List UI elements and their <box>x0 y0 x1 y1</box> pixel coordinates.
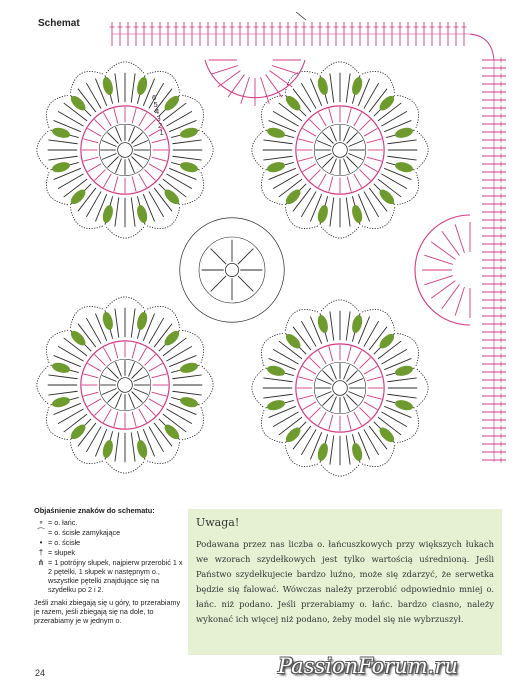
leaf-mark <box>266 160 286 174</box>
petal-stitch <box>387 378 416 382</box>
pink-stitch <box>132 412 136 427</box>
center-ring <box>333 143 348 158</box>
outer-chain-arc <box>37 366 48 404</box>
center-stitch <box>133 140 147 146</box>
pink-stitch <box>88 399 102 407</box>
leaf-mark <box>135 76 149 96</box>
pink-stitch <box>309 357 320 368</box>
triple-crochet-icon: ⋔ <box>37 558 45 567</box>
outer-chain-arc <box>106 297 144 308</box>
center-stitch <box>317 154 331 160</box>
pink-stitch <box>132 108 136 123</box>
legend-item-text: = słupek <box>48 548 75 557</box>
legend-item-text: = 1 potrójny słupek, najpierw przerobić 1 x 2 pętelki, 1 słupek w następnym o., wszystkie pętelki znajdujące się na szydełku po 2 i 2. <box>48 558 183 594</box>
outer-chain-arc <box>147 71 180 92</box>
pink-stitch <box>347 346 351 361</box>
leaf-mark <box>394 398 414 412</box>
leaf-mark <box>51 395 71 409</box>
small-stitch <box>238 249 254 265</box>
outer-chain-arc <box>202 131 213 169</box>
petal-stitch <box>172 391 201 395</box>
pink-stitch <box>364 164 378 172</box>
center-stitch <box>347 395 358 406</box>
center-stitch <box>317 392 331 398</box>
center-ring <box>333 381 348 396</box>
pink-stitch <box>149 399 163 407</box>
pink-stitch <box>347 108 351 123</box>
pink-stitch <box>94 354 105 365</box>
leaf-mark <box>135 204 149 224</box>
pink-stitch <box>132 343 136 358</box>
leaf-mark <box>101 76 115 96</box>
page-number: 24 <box>35 668 46 678</box>
pink-stitch <box>114 108 118 123</box>
outer-chain-arc <box>321 465 359 476</box>
pink-stitch <box>145 170 156 181</box>
pink-stitch <box>367 157 382 161</box>
pink-stitch <box>303 128 317 136</box>
center-stitch <box>330 127 336 141</box>
leaf-mark <box>101 439 115 459</box>
outer-chain-arc <box>46 330 67 363</box>
small-center <box>225 263 238 276</box>
pink-stitch <box>94 119 105 130</box>
outer-chain-arc <box>321 62 359 73</box>
pink-stitch <box>303 164 317 172</box>
leaf-mark <box>316 76 330 96</box>
outer-chain-arc <box>362 71 395 92</box>
pink-stitch <box>318 351 326 365</box>
center-stitch <box>348 378 362 384</box>
outer-chain-arc <box>106 227 144 238</box>
pink-stitch <box>360 408 371 419</box>
pink-stitch <box>145 354 156 365</box>
outer-chain-arc <box>37 131 48 169</box>
center-stitch <box>129 362 135 376</box>
pink-stitch <box>145 119 156 130</box>
leaf-mark <box>350 204 364 224</box>
outer-chain-arc <box>362 445 395 466</box>
pink-stitch <box>114 343 118 358</box>
center-stitch <box>330 158 336 172</box>
small-stitch <box>211 249 227 265</box>
half-motif-stitch <box>261 77 270 104</box>
pink-stitch <box>152 374 167 378</box>
petal-stitch <box>48 391 77 395</box>
leaf-mark <box>51 361 71 375</box>
small-stitch <box>211 276 227 292</box>
pink-stitch <box>152 392 167 396</box>
round-number: 4 <box>155 107 160 116</box>
petal-stitch <box>330 73 334 102</box>
petal-stitch <box>387 140 416 144</box>
pink-stitch <box>88 363 102 371</box>
leaf-mark <box>135 439 149 459</box>
legend-item <box>34 558 184 594</box>
petal-stitch <box>346 435 350 464</box>
pink-stitch <box>83 392 98 396</box>
pink-stitch <box>114 177 118 192</box>
small-stitch <box>238 276 254 292</box>
center-stitch <box>102 140 116 146</box>
pink-stitch <box>329 346 333 361</box>
leaf-mark <box>350 76 364 96</box>
half-motif-stitch <box>272 66 299 75</box>
leaf-mark <box>394 126 414 140</box>
pink-stitch <box>347 177 351 192</box>
leaf-mark <box>350 314 364 334</box>
center-stitch <box>133 375 147 381</box>
pink-stitch <box>83 139 98 143</box>
pink-stitch <box>367 377 382 381</box>
petal-stitch <box>172 156 201 160</box>
leaf-mark <box>51 126 71 140</box>
pink-stitch <box>354 174 362 188</box>
outer-chain-arc <box>261 410 282 443</box>
pink-stitch <box>309 119 320 130</box>
center-stitch <box>322 157 333 168</box>
outer-chain-arc <box>46 407 67 440</box>
outer-chain-arc <box>285 309 318 330</box>
outer-chain-arc <box>70 442 103 463</box>
center-stitch <box>348 154 362 160</box>
outer-chain-arc <box>182 407 203 440</box>
pink-stitch <box>298 395 313 399</box>
petal-stitch <box>115 197 119 226</box>
petal-stitch <box>263 394 292 398</box>
petal-stitch <box>48 140 77 144</box>
pink-stitch <box>329 415 333 430</box>
petal-stitch <box>330 311 334 340</box>
pink-stitch <box>318 174 326 188</box>
pink-stitch <box>83 374 98 378</box>
outer-chain-arc <box>261 172 282 205</box>
center-ring <box>118 378 133 393</box>
center-stitch <box>322 370 333 381</box>
pink-stitch <box>114 412 118 427</box>
legend-item <box>34 548 184 557</box>
center-stitch <box>102 375 116 381</box>
center-stitch <box>133 389 147 395</box>
center-stitch <box>348 140 362 146</box>
pink-stitch <box>354 113 362 127</box>
leaf-mark <box>394 364 414 378</box>
pink-stitch <box>364 402 378 410</box>
legend-item <box>34 518 184 527</box>
center-stitch <box>347 157 358 168</box>
outer-chain-arc <box>46 95 67 128</box>
outer-chain-arc <box>397 333 418 366</box>
half-motif-stitch <box>455 224 464 253</box>
pink-stitch <box>152 157 167 161</box>
symbol-legend <box>34 506 184 625</box>
center-stitch <box>132 157 143 168</box>
outer-chain-arc <box>70 207 103 228</box>
petal-stitch <box>172 375 201 379</box>
center-stitch <box>115 393 121 407</box>
outer-chain-arc <box>70 306 103 327</box>
round-number: 2 <box>158 121 163 130</box>
outer-chain-arc <box>285 445 318 466</box>
center-stitch <box>317 140 331 146</box>
slip-stitch-closing-icon: ⁀ <box>37 528 45 537</box>
center-stitch <box>322 395 333 406</box>
half-motif-stitch <box>455 287 464 316</box>
petal-stitch <box>115 73 119 102</box>
outer-chain-arc <box>252 131 263 169</box>
pink-stitch <box>139 113 147 127</box>
pink-stitch <box>149 363 163 371</box>
center-stitch <box>102 389 116 395</box>
pink-stitch <box>83 157 98 161</box>
leaf-mark <box>179 160 199 174</box>
outer-chain-arc <box>285 71 318 92</box>
pink-stitch <box>132 177 136 192</box>
outer-chain-arc <box>46 172 67 205</box>
pink-stitch <box>139 174 147 188</box>
start-arrow <box>296 12 306 20</box>
pink-stitch <box>139 409 147 423</box>
petal-stitch <box>131 308 135 337</box>
pink-stitch <box>360 119 371 130</box>
leaf-mark <box>394 160 414 174</box>
pink-stitch <box>88 128 102 136</box>
pink-stitch <box>318 113 326 127</box>
center-stitch <box>347 370 358 381</box>
pink-stitch <box>354 412 362 426</box>
center-stitch <box>107 157 118 168</box>
double-crochet-icon: † <box>38 548 44 557</box>
pink-stitch <box>88 164 102 172</box>
outer-chain-arc <box>362 309 395 330</box>
border-corner <box>470 34 494 60</box>
pink-stitch <box>318 412 326 426</box>
half-motif-stitch <box>424 276 453 285</box>
watermark-logo: PassionForum.ru <box>278 654 458 678</box>
center-stitch <box>129 127 135 141</box>
pink-stitch <box>367 139 382 143</box>
diagram-title: Schemat <box>38 18 80 29</box>
pink-stitch <box>309 408 320 419</box>
outer-chain-arc <box>417 131 428 169</box>
pink-stitch <box>298 157 313 161</box>
center-stitch <box>330 396 336 410</box>
petal-stitch <box>48 375 77 379</box>
leaf-mark <box>316 204 330 224</box>
outer-chain-arc <box>70 71 103 92</box>
center-stitch <box>132 367 143 378</box>
note-box <box>188 509 502 655</box>
outer-chain-arc <box>252 369 263 407</box>
outer-chain-arc <box>106 462 144 473</box>
center-stitch <box>344 396 350 410</box>
note-heading: Uwaga! <box>196 516 240 529</box>
center-stitch <box>344 127 350 141</box>
outer-chain-arc <box>397 95 418 128</box>
leaf-mark <box>316 314 330 334</box>
pink-stitch <box>309 170 320 181</box>
outer-chain-arc <box>321 300 359 311</box>
pink-stitch <box>303 366 317 374</box>
center-stitch <box>115 127 121 141</box>
legend-item <box>34 538 184 547</box>
outer-chain-arc <box>362 207 395 228</box>
outer-chain-arc <box>147 207 180 228</box>
round-number: 3 <box>156 114 161 123</box>
center-stitch <box>102 154 116 160</box>
legend-item-text: = o. łańc. <box>48 518 78 527</box>
center-ring <box>118 143 133 158</box>
petal-stitch <box>115 308 119 337</box>
legend-note: Jeśli znaki zbiegają się u góry, to przerabiamy je razem, jeśli zbiegają się na dole, to przerabiamy je w jednym o. <box>34 598 181 625</box>
leaf-mark <box>179 361 199 375</box>
outer-chain-arc <box>261 333 282 366</box>
center-stitch <box>107 367 118 378</box>
legend-item-text: = o. ścisłe zamykające <box>48 528 121 537</box>
pink-stitch <box>364 128 378 136</box>
pink-stitch <box>367 395 382 399</box>
leaf-mark <box>266 398 286 412</box>
pink-stitch <box>152 139 167 143</box>
half-motif-stitch <box>241 77 250 104</box>
pink-stitch <box>145 405 156 416</box>
outer-chain-arc <box>417 369 428 407</box>
leaf-mark <box>266 364 286 378</box>
outer-chain-arc <box>106 62 144 73</box>
outer-chain-arc <box>147 306 180 327</box>
pink-stitch <box>103 348 111 362</box>
petal-stitch <box>330 435 334 464</box>
pink-stitch <box>94 170 105 181</box>
petal-stitch <box>263 378 292 382</box>
petal-stitch <box>172 140 201 144</box>
leaf-mark <box>51 160 71 174</box>
petal-stitch <box>131 73 135 102</box>
outer-chain-arc <box>397 172 418 205</box>
petal-stitch <box>263 140 292 144</box>
center-stitch <box>129 393 135 407</box>
outer-chain-arc <box>285 207 318 228</box>
center-stitch <box>107 392 118 403</box>
outer-chain-arc <box>182 330 203 363</box>
pink-stitch <box>298 377 313 381</box>
leaf-mark <box>316 442 330 462</box>
center-stitch <box>133 154 147 160</box>
small-outer-ring <box>180 218 285 323</box>
legend-item-text: = o. ścisłe <box>48 538 81 547</box>
pink-stitch <box>103 409 111 423</box>
center-stitch <box>347 132 358 143</box>
center-stitch <box>132 132 143 143</box>
leaf-mark <box>350 442 364 462</box>
round-number: 6 <box>152 93 157 102</box>
pink-stitch <box>329 177 333 192</box>
petal-stitch <box>346 73 350 102</box>
petal-stitch <box>131 197 135 226</box>
pink-stitch <box>360 170 371 181</box>
outer-chain-arc <box>182 95 203 128</box>
center-stitch <box>348 392 362 398</box>
outer-chain-arc <box>147 442 180 463</box>
pink-stitch <box>354 351 362 365</box>
chain-symbol-icon: ∘ <box>38 518 44 527</box>
petal-stitch <box>346 197 350 226</box>
petal-stitch <box>346 311 350 340</box>
leaf-mark <box>179 395 199 409</box>
center-stitch <box>115 362 121 376</box>
pink-stitch <box>103 113 111 127</box>
pink-stitch <box>360 357 371 368</box>
center-stitch <box>129 158 135 172</box>
outer-chain-arc <box>397 410 418 443</box>
center-stitch <box>344 158 350 172</box>
leaf-mark <box>135 311 149 331</box>
center-stitch <box>322 132 333 143</box>
leaf-mark <box>101 311 115 331</box>
leaf-mark <box>179 126 199 140</box>
legend-heading: Objaśnienie znaków do schematu: <box>34 506 155 515</box>
legend-item <box>34 528 184 537</box>
pink-stitch <box>139 348 147 362</box>
pink-stitch <box>347 415 351 430</box>
outer-chain-arc <box>321 227 359 238</box>
half-motif-stitch <box>211 66 238 75</box>
center-stitch <box>344 365 350 379</box>
round-number: 1 <box>159 128 164 137</box>
pink-stitch <box>303 402 317 410</box>
outer-chain-arc <box>182 172 203 205</box>
pink-stitch <box>94 405 105 416</box>
pink-stitch <box>329 108 333 123</box>
outer-chain-arc <box>202 366 213 404</box>
petal-stitch <box>387 394 416 398</box>
round-number: 5 <box>153 100 158 109</box>
center-stitch <box>132 392 143 403</box>
center-stitch <box>330 365 336 379</box>
note-body: Podawana przez nas liczba o. łańcuszkowych przy większych łukach we wzorach szydełkowych jest tylko wartością uśrednioną. Jeśli Państwo szydełkujecie bardzo luźno, może się zdarzyć, że serwetka będzie się falować. Wówczas należy przerobić odpowiednio mniej o. łańc. niż podano. Jeśli przerabiamy o. łańc. bardzo ciasno, należy wykonać ich więcej niż podano, żeby model się nie wybrzuszył. <box>196 539 494 624</box>
pink-stitch <box>149 164 163 172</box>
petal-stitch <box>115 432 119 461</box>
center-stitch <box>107 132 118 143</box>
leaf-mark <box>101 204 115 224</box>
petal-stitch <box>387 156 416 160</box>
petal-stitch <box>330 197 334 226</box>
outer-chain-arc <box>261 95 282 128</box>
slip-stitch-icon: • <box>39 538 43 547</box>
pink-stitch <box>298 139 313 143</box>
leaf-mark <box>266 126 286 140</box>
pink-stitch <box>103 174 111 188</box>
petal-stitch <box>131 432 135 461</box>
pink-stitch <box>364 366 378 374</box>
center-stitch <box>317 378 331 384</box>
petal-stitch <box>263 156 292 160</box>
half-motif-stitch <box>424 255 453 264</box>
petal-stitch <box>48 156 77 160</box>
center-stitch <box>115 158 121 172</box>
